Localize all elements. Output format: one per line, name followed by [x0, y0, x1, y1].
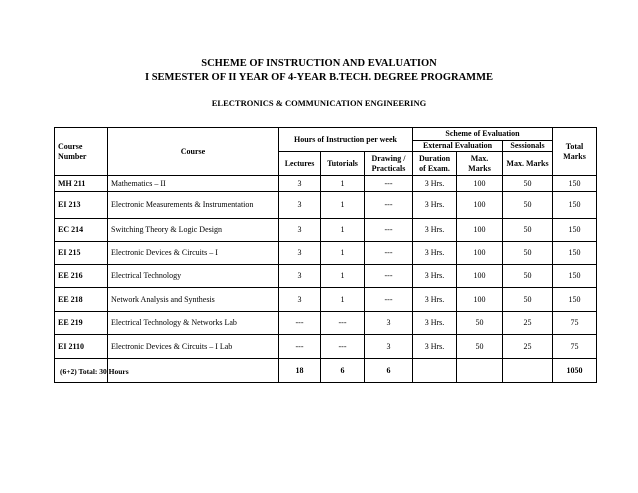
lectures-cell: 3	[279, 176, 321, 192]
empty-cell	[413, 359, 457, 383]
lectures-cell: 3	[279, 288, 321, 312]
tutorials-cell: 1	[321, 219, 365, 242]
course-name: Electronic Measurements & Instrumentation	[108, 192, 279, 219]
sessional-max-cell: 50	[503, 242, 553, 265]
lectures-cell: ---	[279, 312, 321, 335]
tutorials-cell: 1	[321, 265, 365, 288]
course-code: EI 213	[55, 192, 108, 219]
total-cell: 150	[553, 176, 597, 192]
course-name: Electrical Technology	[108, 265, 279, 288]
drawing-cell: ---	[365, 242, 413, 265]
table-row	[55, 265, 597, 288]
drawing-cell: ---	[365, 192, 413, 219]
sessional-max-cell: 25	[503, 335, 553, 359]
drawing-cell: ---	[365, 219, 413, 242]
duration-cell: 3 Hrs.	[413, 219, 457, 242]
course-code: EE 218	[55, 288, 108, 312]
empty-cell	[457, 359, 503, 383]
total-lectures: 18	[279, 359, 321, 383]
course-name: Electrical Technology & Networks Lab	[108, 312, 279, 335]
duration-cell: 3 Hrs.	[413, 176, 457, 192]
drawing-cell: 3	[365, 312, 413, 335]
sessional-max-cell: 50	[503, 265, 553, 288]
external-evaluation-header: External Evaluation	[413, 141, 503, 152]
lectures-cell: 3	[279, 242, 321, 265]
course-code: EI 2110	[55, 335, 108, 359]
empty-cell	[108, 359, 279, 383]
drawing-cell: ---	[365, 265, 413, 288]
course-name: Mathematics – II	[108, 176, 279, 192]
external-max-cell: 100	[457, 288, 503, 312]
duration-cell: 3 Hrs.	[413, 335, 457, 359]
lectures-cell: ---	[279, 335, 321, 359]
duration-cell: 3 Hrs.	[413, 265, 457, 288]
tutorials-cell: 1	[321, 192, 365, 219]
table-row	[55, 242, 597, 265]
course-header: Course	[108, 128, 279, 176]
scheme-group-header: Scheme of Evaluation	[413, 128, 553, 141]
total-cell: 150	[553, 288, 597, 312]
external-max-marks-header: Max. Marks	[457, 152, 503, 176]
tutorials-cell: ---	[321, 312, 365, 335]
course-name: Network Analysis and Synthesis	[108, 288, 279, 312]
course-name: Electronic Devices & Circuits – I Lab	[108, 335, 279, 359]
total-cell: 75	[553, 312, 597, 335]
total-cell: 150	[553, 192, 597, 219]
total-cell: 150	[553, 219, 597, 242]
total-tutorials: 6	[321, 359, 365, 383]
sessionals-header: Sessionals	[503, 141, 553, 152]
table-row	[55, 219, 597, 242]
total-cell: 75	[553, 335, 597, 359]
duration-cell: 3 Hrs.	[413, 312, 457, 335]
drawing-practicals-header: Drawing / Practicals	[365, 152, 413, 176]
tutorials-cell: 1	[321, 288, 365, 312]
tutorials-header: Tutorials	[321, 152, 365, 176]
scheme-table	[54, 127, 597, 383]
course-code: EI 215	[55, 242, 108, 265]
duration-header: Duration of Exam.	[413, 152, 457, 176]
tutorials-cell: 1	[321, 176, 365, 192]
total-marks-header: Total Marks	[553, 128, 597, 176]
total-cell: 150	[553, 242, 597, 265]
course-number-header: Course Number	[55, 128, 108, 176]
course-name: Electronic Devices & Circuits – I	[108, 242, 279, 265]
sessional-max-cell: 25	[503, 312, 553, 335]
tutorials-cell: 1	[321, 242, 365, 265]
table-row	[55, 312, 597, 335]
drawing-cell: ---	[365, 288, 413, 312]
document-title: SCHEME OF INSTRUCTION AND EVALUATION	[201, 58, 437, 69]
lectures-cell: 3	[279, 219, 321, 242]
external-max-cell: 100	[457, 265, 503, 288]
lectures-cell: 3	[279, 265, 321, 288]
external-max-cell: 50	[457, 335, 503, 359]
totals-row	[55, 359, 597, 383]
duration-cell: 3 Hrs.	[413, 242, 457, 265]
table-row	[55, 176, 597, 192]
table-row	[55, 192, 597, 219]
drawing-cell: ---	[365, 176, 413, 192]
external-max-cell: 100	[457, 242, 503, 265]
external-max-cell: 100	[457, 176, 503, 192]
document-subtitle: I SEMESTER OF II YEAR OF 4-YEAR B.TECH. DEGREE PROGRAMME	[145, 72, 493, 83]
course-code: EE 219	[55, 312, 108, 335]
external-max-cell: 100	[457, 219, 503, 242]
total-drawing: 6	[365, 359, 413, 383]
course-code: EC 214	[55, 219, 108, 242]
tutorials-cell: ---	[321, 335, 365, 359]
lectures-header: Lectures	[279, 152, 321, 176]
external-max-cell: 100	[457, 192, 503, 219]
total-hours-note: (6+2) Total: 30 Hours	[60, 367, 129, 376]
table-row	[55, 335, 597, 359]
course-name: Switching Theory & Logic Design	[108, 219, 279, 242]
duration-cell: 3 Hrs.	[413, 288, 457, 312]
total-cell: 150	[553, 265, 597, 288]
course-code: EE 216	[55, 265, 108, 288]
drawing-cell: 3	[365, 335, 413, 359]
lectures-cell: 3	[279, 192, 321, 219]
sessional-max-cell: 50	[503, 288, 553, 312]
external-max-cell: 50	[457, 312, 503, 335]
grand-total: 1050	[553, 359, 597, 383]
department-title: ELECTRONICS & COMMUNICATION ENGINEERING	[211, 98, 427, 108]
table-row	[55, 288, 597, 312]
sessional-max-cell: 50	[503, 219, 553, 242]
sessional-max-cell: 50	[503, 192, 553, 219]
sessional-max-cell: 50	[503, 176, 553, 192]
empty-cell	[503, 359, 553, 383]
hours-group-header: Hours of Instruction per week	[279, 128, 413, 152]
sessional-max-marks-header: Max. Marks	[503, 152, 553, 176]
course-code: MH 211	[55, 176, 108, 192]
duration-cell: 3 Hrs.	[413, 192, 457, 219]
